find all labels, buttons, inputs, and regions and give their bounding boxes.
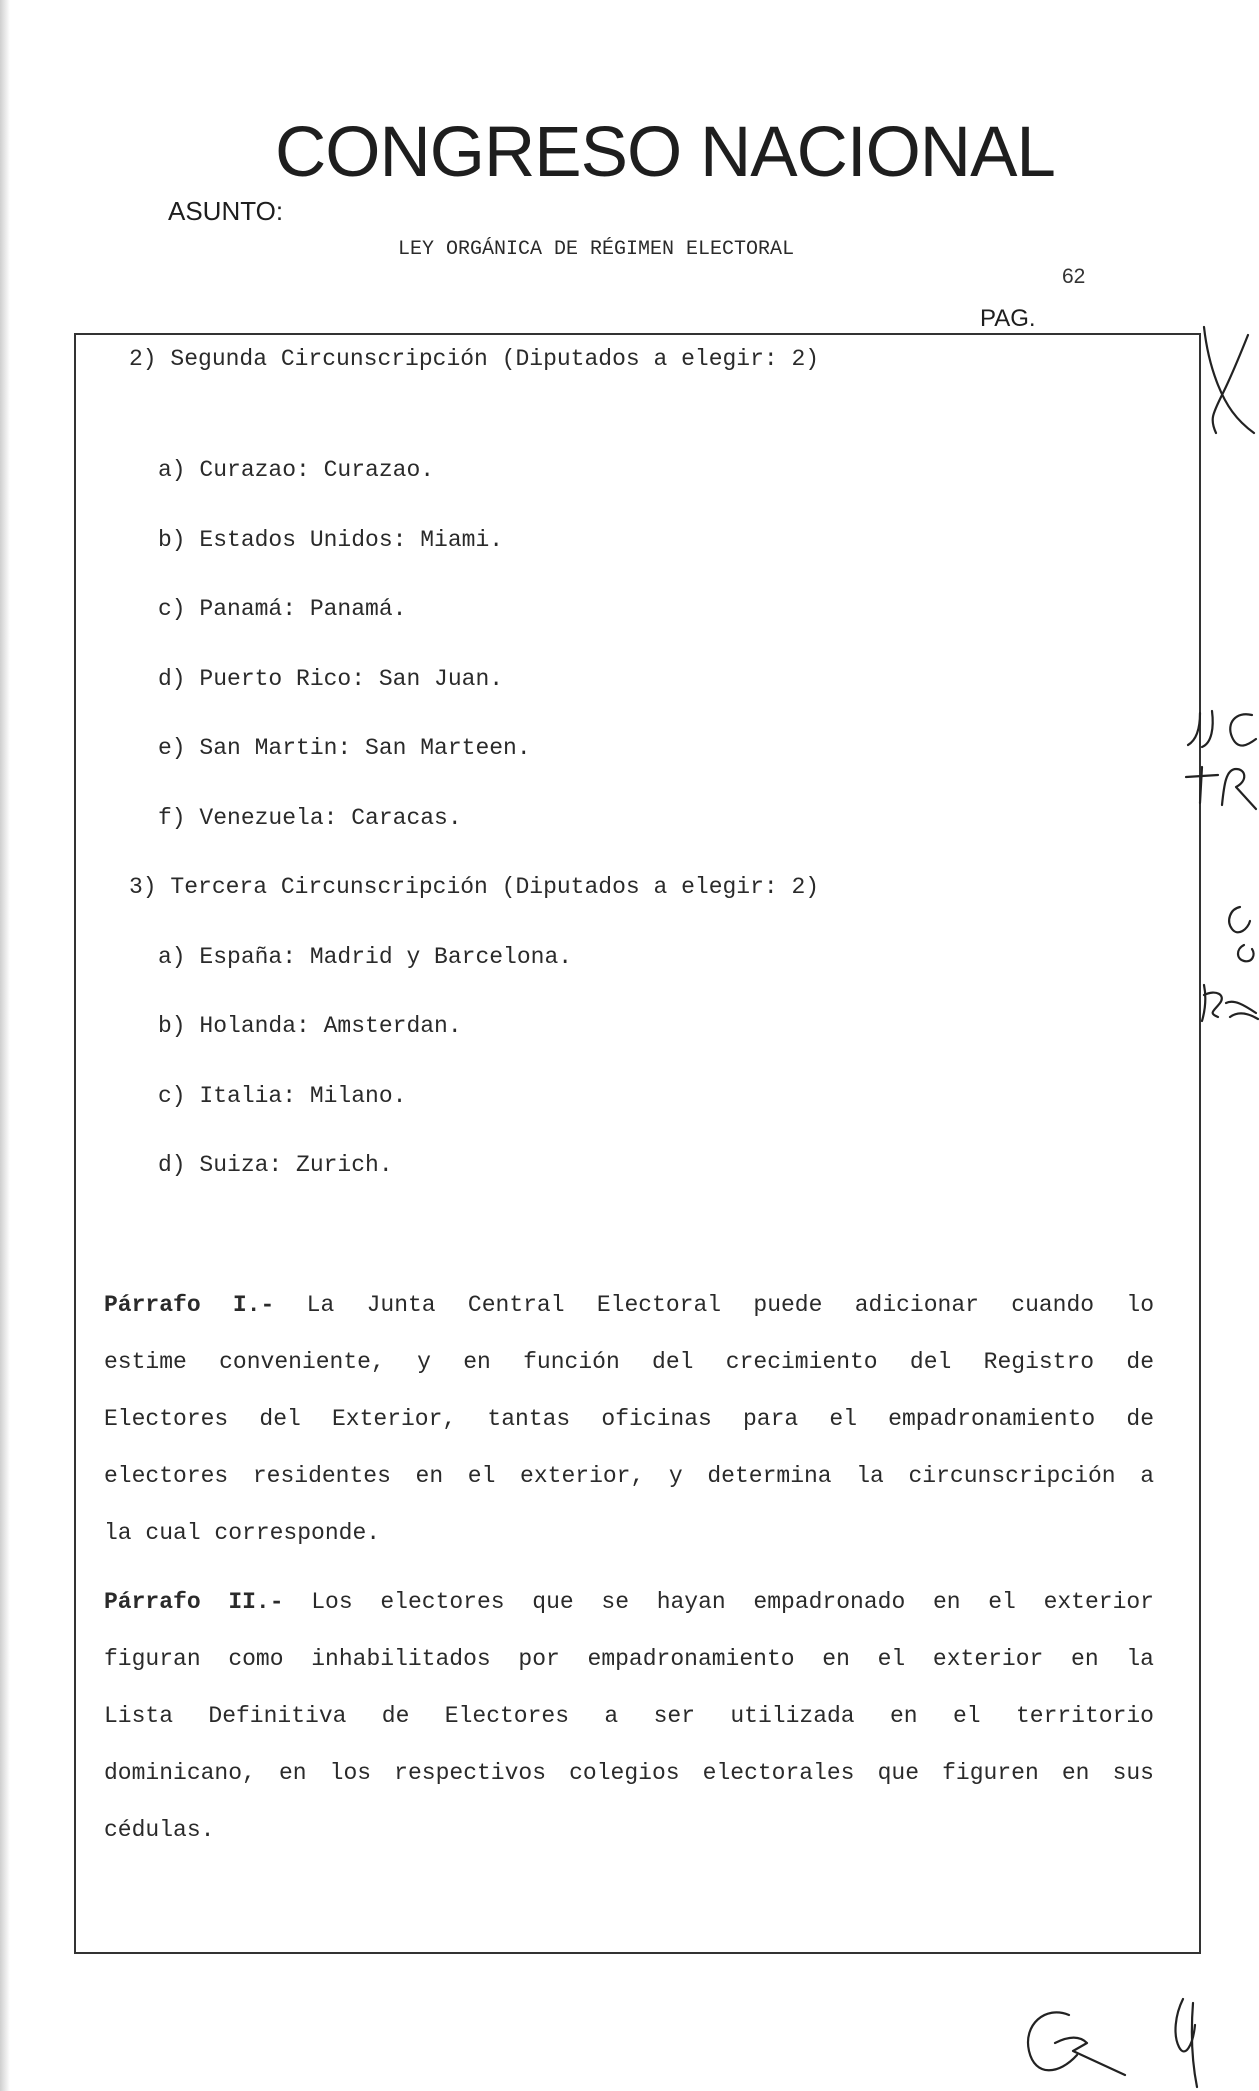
asunto-label: ASUNTO:	[168, 196, 284, 226]
paragraph-line: Párrafo II.- Los electores que se hayan empadronado en el exterior	[104, 1589, 1154, 1615]
paragraph-heading: Párrafo I.-	[104, 1292, 275, 1318]
subject-text: LEY ORGÁNICA DE RÉGIMEN ELECTORAL	[398, 238, 795, 261]
section-heading-segunda: 2) Segunda Circunscripción (Diputados a elegir: 2)	[129, 346, 820, 372]
page-edge-shadow	[0, 0, 10, 2091]
list-item: d) Suiza: Zurich.	[158, 1152, 393, 1178]
paragraph-line: figuran como inhabilitados por empadronamiento en el exterior en la	[104, 1646, 1154, 1672]
list-item: b) Estados Unidos: Miami.	[158, 527, 504, 553]
list-item: c) Panamá: Panamá.	[158, 596, 407, 622]
paragraph-line: la cual corresponde.	[104, 1520, 381, 1546]
list-item: d) Puerto Rico: San Juan.	[158, 666, 504, 692]
section-heading-tercera: 3) Tercera Circunscripción (Diputados a elegir: 2)	[129, 874, 820, 900]
paragraph-line: cédulas.	[104, 1817, 215, 1843]
list-item: a) España: Madrid y Barcelona.	[158, 944, 573, 970]
paragraph-line: Párrafo I.- La Junta Central Electoral puede adicionar cuando lo	[104, 1292, 1154, 1318]
page-number: 62	[1062, 265, 1086, 288]
handwritten-signature	[1015, 1995, 1225, 2091]
paragraph-line: Electores del Exterior, tantas oficinas para el empadronamiento de	[104, 1406, 1154, 1432]
page-label: PAG.	[980, 305, 1036, 332]
letterhead-title: CONGRESO NACIONAL	[275, 113, 1055, 192]
list-item: e) San Martin: San Marteen.	[158, 735, 531, 761]
list-item: f) Venezuela: Caracas.	[158, 805, 462, 831]
list-item: b) Holanda: Amsterdan.	[158, 1013, 462, 1039]
handwritten-initials	[1182, 705, 1259, 815]
list-item: a) Curazao: Curazao.	[158, 457, 435, 483]
paragraph-heading: Párrafo II.-	[104, 1589, 284, 1615]
paragraph-line: estime conveniente, y en función del crecimiento del Registro de	[104, 1349, 1154, 1375]
paragraph-line: Lista Definitiva de Electores a ser utilizada en el territorio	[104, 1703, 1154, 1729]
paragraph-line: electores residentes en el exterior, y determina la circunscripción a	[104, 1463, 1154, 1489]
handwritten-initials	[1200, 895, 1259, 1035]
list-item: c) Italia: Milano.	[158, 1083, 407, 1109]
handwritten-mark-x	[1196, 325, 1259, 435]
paragraph-line: dominicano, en los respectivos colegios electorales que figuren en sus	[104, 1760, 1154, 1786]
